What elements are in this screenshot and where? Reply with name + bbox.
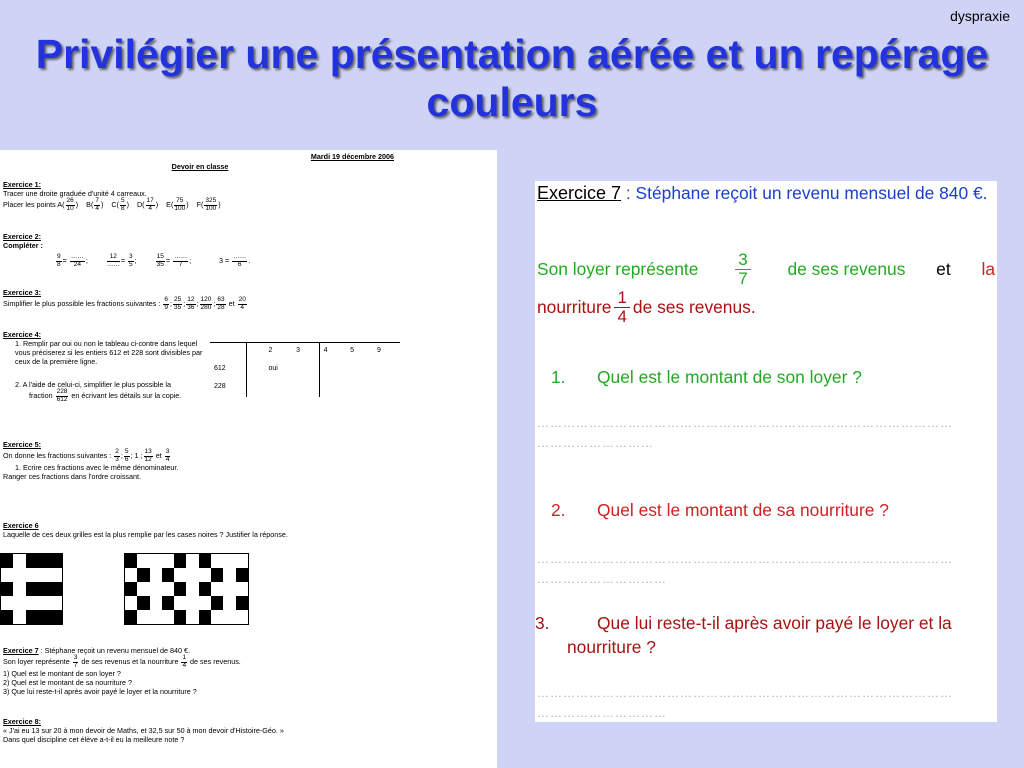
table-row: 612 oui [210, 361, 400, 379]
fraction: $\frac{26}{10}$ [66, 197, 74, 212]
fraction: $\frac{7}{4}$ [95, 197, 99, 212]
divisibility-table [210, 342, 400, 397]
grid-right [124, 553, 249, 625]
exercise-8 [3, 717, 483, 744]
ex1-title: Exercice 1: [3, 180, 41, 189]
fraction: $\frac{20}{4}$ [238, 296, 246, 311]
grid-cell [150, 554, 162, 568]
grid-cell [162, 554, 174, 568]
fraction: $\frac{1}{4}$ [182, 654, 187, 669]
grid-cell [186, 596, 198, 610]
panel-ex-title: Exercice 7 [537, 183, 622, 203]
exercise-1 [3, 180, 403, 212]
fraction: $\frac{5}{6}$ [124, 448, 129, 463]
grid-cell [13, 554, 25, 568]
grid-cell [174, 554, 186, 568]
grid-cell [211, 554, 223, 568]
ex4-item2b: fraction $\frac{228}{612}$ en écrivant les détails sur la copie. [29, 388, 182, 403]
grid-left [0, 553, 63, 625]
ex2-subtitle: Compléter : [3, 241, 43, 250]
ex5-title: Exercice 5: [3, 440, 41, 449]
exercise-4 [3, 330, 203, 403]
loyer-fraction: 3 7 [735, 251, 750, 287]
ex3-line: Simplifier le plus possible les fractions suivantes : $\frac{6}{9}$ ; $\frac{25}{35}$ ; $\frac{12}{36}$ ; $\frac{120}{280}$ ; $\frac{63}{28}$ et $\frac{20}{4}$ [3, 296, 246, 311]
grid-cell [236, 596, 248, 610]
grid-cell [38, 554, 50, 568]
grid-cell [50, 582, 62, 596]
grid-cell [26, 610, 38, 624]
exercise-6 [3, 521, 483, 539]
loyer-post: de ses revenus [787, 259, 906, 279]
grid-cell [162, 610, 174, 624]
grid-cell [186, 568, 198, 582]
question-1: 1. Quel est le montant de son loyer ? [551, 367, 862, 387]
fraction: $\frac{12}{36}$ [187, 296, 195, 311]
fraction: $\frac{228}{612}$ [56, 388, 68, 403]
ex3-title: Exercice 3: [3, 288, 41, 297]
grid-cell [199, 596, 211, 610]
grid-cell [13, 582, 25, 596]
corner-tag: dyspraxie [950, 8, 1010, 24]
grid-cell [186, 554, 198, 568]
ex6-line: Laquelle de ces deux grilles est la plus remplie par les cases noires ? Justifier la réponse. [3, 530, 288, 539]
exercise-2 [3, 232, 403, 268]
grid-cell [211, 610, 223, 624]
grid-cell [38, 568, 50, 582]
exercise-7-small [3, 646, 483, 696]
grid-cell [174, 582, 186, 596]
grid-cell [125, 582, 137, 596]
ex5-item1: 1. Ecrire ces fractions avec le même dénominateur. [15, 463, 179, 472]
fraction: $\frac{3}{7}$ [73, 654, 78, 669]
grid-cell [211, 582, 223, 596]
fraction: $\frac{13}{12}$ [144, 448, 152, 463]
grid-cell [211, 568, 223, 582]
ex1-points: Placer les points A( $\frac{26}{10}$ ) B( $\frac{7}{4}$ ) C( $\frac{5}{8}$ ) D( $\frac{17}{4}$ ) E( $\frac{75}{100}$ ) F( $\frac{325}{100}$ ) [3, 197, 221, 212]
nourriture-fraction: 1 4 [614, 289, 629, 325]
grid-cell [199, 610, 211, 624]
grid-cell [38, 610, 50, 624]
grid-cell [236, 582, 248, 596]
grid-cell [13, 596, 25, 610]
ex7-line2: Son loyer représente $\frac{3}{7}$ de ses revenus et la nourriture $\frac{1}{4}$ de ses revenus. [3, 654, 241, 669]
ex2-equations: $\frac{9}{8}$ = $\frac{\dots\dots}{24}$ ; $\frac{12}{\dots\dots}$ = $\frac{3}{5}$ ; $\frac{15}{35}$ = $\frac{\dots\dots}{7}$ ; 3 = $\frac{\dots\dots}{6}$ . [57, 253, 251, 268]
sheet-date: Mardi 19 décembre 2006 [310, 152, 394, 161]
fraction: $\frac{75}{100}$ [174, 197, 186, 212]
grid-cell [1, 582, 13, 596]
exercise-3 [3, 288, 403, 311]
exercise-5 [3, 440, 403, 481]
grid-cell [211, 596, 223, 610]
grid-cell [150, 610, 162, 624]
grid-cell [223, 610, 235, 624]
ex5-line: On donne les fractions suivantes : $\frac{2}{3}$ ; $\frac{5}{6}$ ; 1 ; $\frac{13}{12}$ et $\frac{3}{4}$ [3, 448, 170, 463]
grid-cell [150, 568, 162, 582]
fraction: $\frac{120}{280}$ [200, 296, 212, 311]
grid-cell [26, 582, 38, 596]
fraction: $\frac{63}{28}$ [217, 296, 225, 311]
grid-cell [125, 610, 137, 624]
grid-cell [1, 596, 13, 610]
question-2: 2. Quel est le montant de sa nourriture ? [551, 500, 889, 520]
ex7-line1: : Stéphane reçoit un revenu mensuel de 840 €. [40, 646, 191, 655]
grid-cell [26, 568, 38, 582]
panel-intro [537, 181, 995, 205]
worksheet-image [0, 150, 497, 768]
grid-cell [236, 568, 248, 582]
grid-cell [125, 554, 137, 568]
grid-cell [223, 554, 235, 568]
nourriture-post: de ses revenus [632, 297, 751, 317]
ex4-item1: 1. Remplir par oui ou non le tableau ci-contre dans lequel vous préciserez si les entiers 612 et 228 sont divisibles par ceux de la première ligne. [15, 339, 203, 366]
et-word: et [936, 259, 951, 279]
grid-cell [13, 568, 25, 582]
ex7-q1: 1) Quel est le montant de son loyer ? [3, 669, 121, 678]
ex4-item2a: 2. A l'aide de celui-ci, simplifier le plus possible la [15, 380, 171, 389]
grid-cell [50, 554, 62, 568]
question-3: 3. Que lui reste-t-il après avoir payé le loyer et la nourriture ? [535, 613, 952, 657]
grid-cell [137, 596, 149, 610]
table-row: 2 3 4 5 9 [210, 343, 400, 361]
grid-cell [137, 610, 149, 624]
nourriture-word: nourriture [537, 297, 612, 317]
ex7-q3: 3) Que lui reste-t-il après avoir payé le loyer et la nourriture ? [3, 687, 197, 696]
ex4-title: Exercice 4: [3, 330, 41, 339]
fraction: $\frac{6}{9}$ [164, 296, 169, 311]
grid-cell [199, 568, 211, 582]
grid-cell [137, 568, 149, 582]
ex5-line2: Ranger ces fractions dans l'ordre croissant. [3, 472, 141, 481]
grid-cell [223, 568, 235, 582]
grid-cell [1, 554, 13, 568]
answer-dots-2: …………………………………………………………………………………… ………………………… [537, 552, 953, 586]
table-row: 228 [210, 379, 400, 397]
fraction: $\frac{2}{3}$ [115, 448, 119, 463]
answer-dots-1: …………………………………………………………………………………… ……………………… [537, 416, 953, 450]
grid-cell [125, 596, 137, 610]
panel-fractions-text: Son loyer représente 3 7 de ses revenus et la nourriture 1 4 de ses revenus . [537, 250, 995, 326]
grid-cell [236, 610, 248, 624]
grid-cell [13, 610, 25, 624]
ex7-q2: 2) Quel est le montant de sa nourriture ? [3, 678, 133, 687]
grid-cell [223, 582, 235, 596]
la-word: la [981, 259, 995, 279]
grid-cell [162, 568, 174, 582]
grid-cell [150, 582, 162, 596]
loyer-pre: Son loyer représente [537, 259, 699, 279]
grid-cell [50, 610, 62, 624]
answer-dots-3: …………………………………………………………………………………… ………………………… [537, 686, 953, 720]
grid-cell [174, 610, 186, 624]
fraction: $\frac{25}{35}$ [174, 296, 182, 311]
grid-cell [26, 596, 38, 610]
fraction: $\frac{325}{100}$ [205, 197, 217, 212]
grid-cell [137, 582, 149, 596]
slide-title: Privilégier une présentation aérée et un repérage couleurs [35, 31, 989, 125]
grid-cell [236, 554, 248, 568]
grid-cell [150, 596, 162, 610]
grid-cell [223, 596, 235, 610]
grid-cell [38, 596, 50, 610]
grid-cell [162, 596, 174, 610]
fraction: $\frac{3}{4}$ [165, 448, 170, 463]
grid-cell [186, 610, 198, 624]
grid-cell [50, 596, 62, 610]
ex8-title: Exercice 8: [3, 717, 41, 726]
ex8-line1: « J'ai eu 13 sur 20 à mon devoir de Maths, et 32,5 sur 50 à mon devoir d'Histoire-Géo. » [3, 726, 284, 735]
grid-cell [174, 596, 186, 610]
fraction: $\frac{5}{8}$ [120, 197, 125, 212]
grid-cell [137, 554, 149, 568]
fraction: $\frac{17}{4}$ [146, 197, 154, 212]
ex6-title: Exercice 6 [3, 521, 39, 530]
grid-cell [174, 568, 186, 582]
grid-cell [125, 568, 137, 582]
grid-cell [162, 582, 174, 596]
exercise-7-panel [535, 181, 997, 722]
sheet-heading: Devoir en classe [171, 162, 229, 171]
panel-intro-text: : Stéphane reçoit un revenu mensuel de 840 €. [625, 183, 988, 203]
grid-cell [186, 582, 198, 596]
grid-cell [1, 610, 13, 624]
ex1-line1: Tracer une droite graduée d'unité 4 carreaux. [3, 189, 147, 198]
grid-cell [1, 568, 13, 582]
grid-cell [38, 582, 50, 596]
grid-cell [26, 554, 38, 568]
ex8-line2: Dans quel discipline cet élève a-t-il eu la meilleure note ? [3, 735, 185, 744]
grid-cell [50, 568, 62, 582]
grid-cell [199, 554, 211, 568]
ex2-title: Exercice 2: [3, 232, 41, 241]
grid-cell [199, 582, 211, 596]
ex7-title: Exercice 7 [3, 646, 39, 655]
